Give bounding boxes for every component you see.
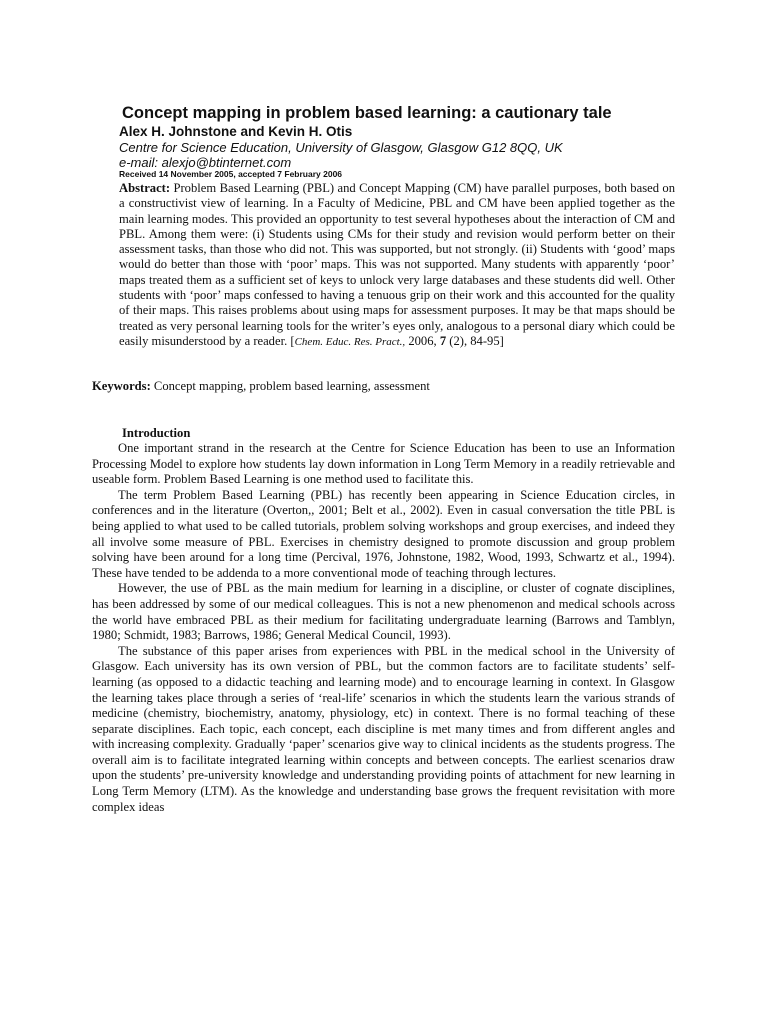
abstract-text: Problem Based Learning (PBL) and Concept Mapping (CM) have parallel purposes, both based on a constructivist view of learning. In a Faculty of Medicine, PBL and CM have been applied together as the main learning modes. This provided an opportunity to test several hypotheses about the interaction of CM and PBL. Among them were: (i) Students using CMs for their study and revision would perform better on their assessment tasks, than those who did not. This was supported, but not strongly. (ii) Students with ‘good’ maps would do better than those with ‘poor’ maps. This was not supported. Many students with apparently ‘poor’ maps treated them as a sufficient set of keys to unlock very large databases and these students did well. Other students with ‘poor’ maps confessed to having a tenuous grip on their work and this accounted for the quality of their maps. This raises problems about using maps for assessment purposes. It may be that maps should be treated as very personal learning tools for the writer’s eyes only, analogous to a personal diary which could be easily misunderstood by a reader. (119, 181, 675, 348)
authors: Alex H. Johnstone and Kevin H. Otis (119, 124, 353, 139)
received-dates: Received 14 November 2005, accepted 7 February 2006 (119, 169, 343, 179)
abstract (119, 181, 675, 350)
citation-rest: (2), 84-95] (446, 333, 504, 348)
body-text (92, 441, 675, 815)
citation-open: [ (290, 333, 295, 348)
paper-title: Concept mapping in problem based learning: a cautionary tale (122, 104, 612, 122)
paragraph: The substance of this paper arises from experiences with PBL in the medical school in the University of Glasgow. Each university has its own version of PBL, but the common factors are to facilitate students’ self-learning (as opposed to a didactic teaching and learning mode) and to encourage learning in context. In Glasgow the learning takes place through a series of ‘real-life’ scenarios in which the students learn the various strands of medicine (chemistry, biochemistry, anatomy, physiology, etc) in context. There is no formal teaching of these separate disciplines. Each topic, each concept, each discipline is met many times and from different angles and with increasing complexity. Gradually ‘paper’ scenarios give way to clinical incidents as the students progress. The overall aim is to facilitate integrated learning within concepts and between concepts. The earliest scenarios draw upon the students’ pre-university knowledge and understanding providing points of attachment for new learning in Long Term Memory (LTM). As the knowledge and understanding base grows the frequent revisitation with more complex ideas (92, 643, 675, 814)
citation-volume: 7 (439, 333, 447, 348)
abstract-label: Abstract: (119, 181, 171, 195)
paragraph: However, the use of PBL as the main medium for learning in a discipline, or cluster of cognate disciplines, has been addressed by some of our medical colleagues. This is not a new phenomenon and medical schools across the world have embraced PBL as their medium for facilitating undergraduate learning (Barrows and Tamblyn, 1980; Schmidt, 1983; Barrows, 1986; General Medical Council, 1993). (92, 581, 675, 643)
keywords-text: Concept mapping, problem based learning, assessment (153, 379, 430, 393)
affiliation: Centre for Science Education, University of Glasgow, Glasgow G12 8QQ, UK (119, 140, 563, 155)
citation-journal: Chem. Educ. Res. Pract., (294, 335, 406, 348)
email: e-mail: alexjo@btinternet.com (119, 155, 292, 170)
keywords (92, 379, 430, 394)
paragraph: One important strand in the research at the Centre for Science Education has been to use an Information Processing Model to explore how students lay down information in Long Term Memory in a readily retrievable and useable form. Problem Based Learning is one method used to facilitate this. (92, 441, 675, 487)
paragraph: The term Problem Based Learning (PBL) has recently been appearing in Science Education circles, in conferences and in the literature (Overton,, 2001; Belt et al., 2002). Even in casual conversation the title PBL is being applied to what used to be called tutorials, problem solving workshops and group exercises, and indeed they all involve some measure of PBL. Exercises in chemistry designed to promote discussion and group problem solving have been around for a long time (Percival, 1976, Johnstone, 1982, Wood, 1993, Schwartz et al., 1994). These have tended to be addenda to a more conventional mode of teaching through lectures. (92, 487, 675, 580)
citation-year: 2006, (405, 333, 440, 348)
section-heading-introduction: Introduction (122, 426, 191, 440)
keywords-label: Keywords: (92, 379, 151, 393)
